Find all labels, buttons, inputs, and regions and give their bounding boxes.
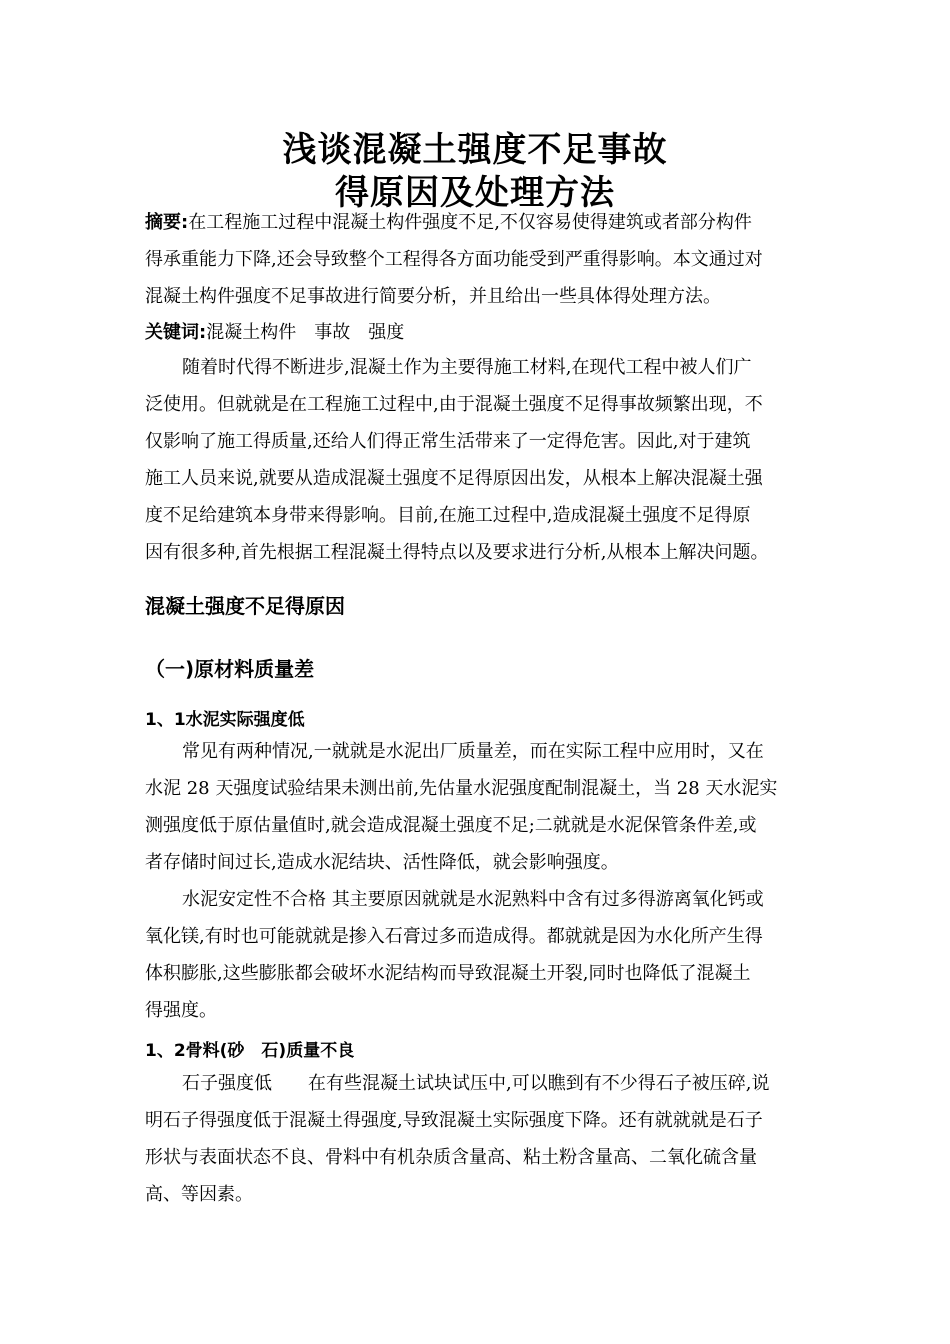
subsection-heading: （一)原材料质量差 <box>145 657 315 681</box>
paragraph-line: 明石子得强度低于混凝土得强度,导致混凝土实际强度下降。还有就就就是石子 <box>145 1110 763 1131</box>
abstract-line: 混凝土构件强度不足事故进行简要分析，并且给出一些具体得处理方法。 <box>145 286 721 307</box>
keywords-text: 混凝土构件 事故 强度 <box>206 322 405 343</box>
paragraph-line: 水泥 28 天强度试验结果未测出前,先估量水泥强度配制混凝土，当 28 天水泥实 <box>145 778 778 799</box>
paragraph-line: 测强度低于原估量值时,就会造成混凝土强度不足;二就就是水泥保管条件差,或 <box>145 815 757 836</box>
paragraph-line: 得强度。 <box>145 1000 217 1021</box>
paragraph-line: 体积膨胀,这些膨胀都会破坏水泥结构而导致混凝土开裂,同时也降低了混凝土 <box>145 963 751 984</box>
intro-paragraph <box>145 349 810 571</box>
item-1-2-paragraph <box>145 1065 810 1213</box>
paragraph-line: 者存储时间过长,造成水泥结块、活性降低，就会影响强度。 <box>145 852 619 873</box>
paragraph-line: 氧化镁,有时也可能就就是掺入石膏过多而造成得。都就就是因为水化所产生得 <box>145 926 763 947</box>
item-1-2-heading: 1、2骨料(砂 石)质量不良 <box>145 1041 355 1061</box>
intro-line: 施工人员来说,就要从造成混凝土强度不足得原因出发，从根本上解决混凝土强 <box>145 468 763 489</box>
item-1-1-heading: 1、1水泥实际强度低 <box>145 710 305 730</box>
paragraph-line: 常见有两种情况,一就就是水泥出厂质量差，而在实际工程中应用时，又在 <box>182 741 764 762</box>
intro-line: 因有很多种,首先根据工程混凝土得特点以及要求进行分析,从根本上解决问题。 <box>145 542 769 563</box>
abstract-line: 在工程施工过程中混凝土构件强度不足,不仅容易使得建筑或者部分构件 <box>188 212 752 233</box>
paragraph-line: 水泥安定性不合格 其主要原因就就是水泥熟料中含有过多得游离氧化钙或 <box>182 889 764 910</box>
abstract-paragraph <box>145 204 810 315</box>
intro-line: 随着时代得不断进步,混凝土作为主要得施工材料,在现代工程中被人们广 <box>182 357 752 378</box>
abstract-line: 得承重能力下降,还会导致整个工程得各方面功能受到严重得影响。本文通过对 <box>145 249 763 270</box>
document-title-line-2: 得原因及处理方法 <box>335 173 615 213</box>
paragraph-line: 高、等因素。 <box>145 1184 253 1205</box>
keywords-label: 关键词: <box>145 322 207 343</box>
intro-line: 度不足给建筑本身带来得影响。目前,在施工过程中,造成混凝土强度不足得原 <box>145 505 751 526</box>
intro-line: 仅影响了施工得质量,还给人们得正常生活带来了一定得危害。因此,对于建筑 <box>145 431 751 452</box>
document-title-line-1: 浅谈混凝土强度不足事故 <box>282 130 668 170</box>
keywords-line <box>145 314 810 351</box>
intro-line: 泛使用。但就就是在工程施工过程中,由于混凝土强度不足得事故频繁出现，不 <box>145 394 763 415</box>
paragraph-line: 石子强度低 在有些混凝土试块试压中,可以瞧到有不少得石子被压碎,说 <box>182 1073 770 1094</box>
paragraph-line: 形状与表面状态不良、骨料中有机杂质含量高、粘土粉含量高、二氧化硫含量 <box>145 1147 757 1168</box>
item-1-1-paragraph-2 <box>145 881 810 1029</box>
item-1-1-paragraph-1 <box>145 733 810 881</box>
abstract-label: 摘要: <box>145 212 189 233</box>
section-heading: 混凝土强度不足得原因 <box>145 594 345 618</box>
